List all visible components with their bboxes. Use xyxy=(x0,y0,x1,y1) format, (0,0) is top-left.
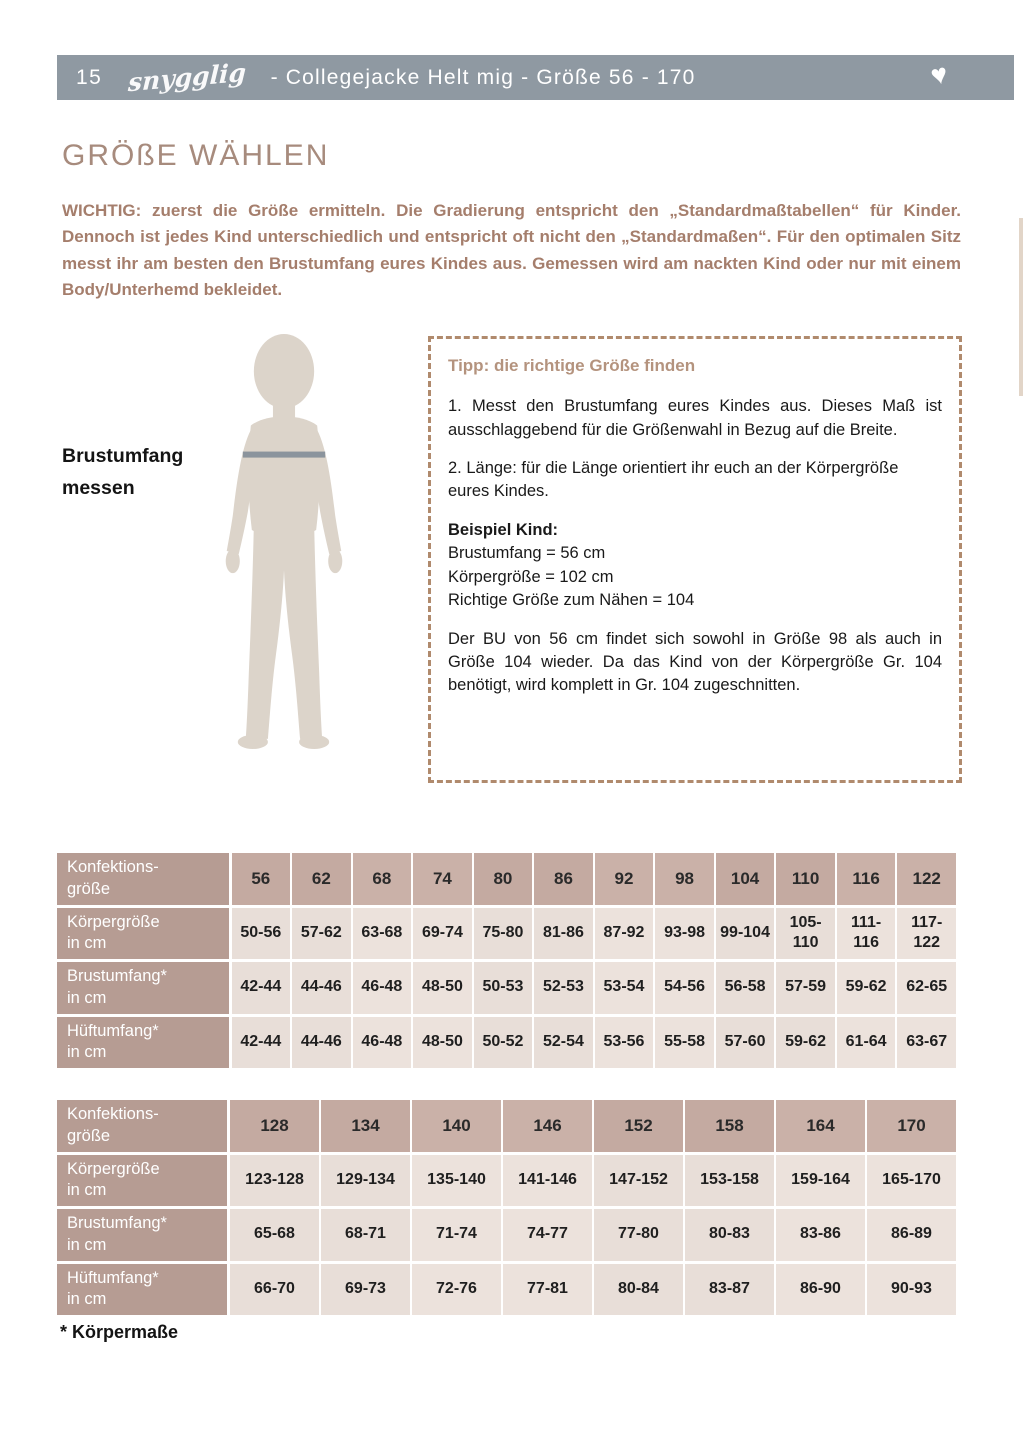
value-cell: 42-44 xyxy=(232,962,293,1017)
size-header-cell: 110 xyxy=(776,853,837,908)
size-header-cell: 170 xyxy=(867,1100,958,1155)
table-row xyxy=(57,1017,958,1072)
value-cell: 72-76 xyxy=(412,1264,503,1319)
size-header-cell: 74 xyxy=(413,853,474,908)
size-header-cell: 164 xyxy=(776,1100,867,1155)
example-naehgroesse: Richtige Größe zum Nähen = 104 xyxy=(448,591,695,610)
value-cell: 46-48 xyxy=(353,962,414,1017)
value-cell: 62-65 xyxy=(897,962,958,1017)
value-cell: 93-98 xyxy=(655,908,716,963)
value-cell: 99-104 xyxy=(716,908,777,963)
value-cell: 77-81 xyxy=(503,1264,594,1319)
value-cell: 83-87 xyxy=(685,1264,776,1319)
value-cell: 57-59 xyxy=(776,962,837,1017)
value-cell: 71-74 xyxy=(412,1209,503,1264)
value-cell: 65-68 xyxy=(230,1209,321,1264)
value-cell: 153-158 xyxy=(685,1155,776,1210)
value-cell: 56-58 xyxy=(716,962,777,1017)
tip-box-title: Tipp: die richtige Größe finden xyxy=(448,356,696,375)
size-header-cell: 140 xyxy=(412,1100,503,1155)
value-cell: 63-67 xyxy=(897,1017,958,1072)
value-cell: 77-80 xyxy=(594,1209,685,1264)
value-cell: 129-134 xyxy=(321,1155,412,1210)
size-header-cell: 116 xyxy=(837,853,898,908)
size-header-cell: 62 xyxy=(292,853,353,908)
value-cell: 48-50 xyxy=(413,962,474,1017)
value-cell: 123-128 xyxy=(230,1155,321,1210)
value-cell: 80-83 xyxy=(685,1209,776,1264)
value-cell: 42-44 xyxy=(232,1017,293,1072)
value-cell: 81-86 xyxy=(534,908,595,963)
value-cell: 80-84 xyxy=(594,1264,685,1319)
tip-step-2: 2. Länge: für die Länge orientiert ihr euch an der Körpergröße eures Kindes. xyxy=(448,458,899,501)
value-cell: 147-152 xyxy=(594,1155,685,1210)
row-label: Konfektions- größe xyxy=(57,1100,230,1155)
value-cell: 75-80 xyxy=(474,908,535,963)
row-label: Konfektions- größe xyxy=(57,853,232,908)
page-number: 15 xyxy=(76,65,103,89)
value-cell: 159-164 xyxy=(776,1155,867,1210)
value-cell: 87-92 xyxy=(595,908,656,963)
page-header-bar xyxy=(57,55,1014,100)
value-cell: 44-46 xyxy=(292,962,353,1017)
value-cell: 74-77 xyxy=(503,1209,594,1264)
value-cell: 57-60 xyxy=(716,1017,777,1072)
child-silhouette-figure xyxy=(208,331,360,753)
value-cell: 50-52 xyxy=(474,1017,535,1072)
footnote: * Körpermaße xyxy=(60,1322,179,1342)
size-header-cell: 158 xyxy=(685,1100,776,1155)
value-cell: 86-90 xyxy=(776,1264,867,1319)
size-header-cell: 98 xyxy=(655,853,716,908)
row-label: Hüftumfang* in cm xyxy=(57,1017,232,1072)
value-cell: 55-58 xyxy=(655,1017,716,1072)
value-cell: 44-46 xyxy=(292,1017,353,1072)
value-cell: 66-70 xyxy=(230,1264,321,1319)
value-cell: 68-71 xyxy=(321,1209,412,1264)
value-cell: 57-62 xyxy=(292,908,353,963)
value-cell: 53-54 xyxy=(595,962,656,1017)
example-koerpergroesse: Körpergröße = 102 cm xyxy=(448,567,614,586)
tip-step-1: 1. Messt den Brustumfang eures Kindes aus. Dieses Maß ist ausschlaggebend für die Größenwahl in Bezug auf die Breite. xyxy=(448,397,942,439)
size-header-cell: 128 xyxy=(230,1100,321,1155)
important-note: WICHTIG: zuerst die Größe ermitteln. Die Gradierung entspricht den „Standardmaßtabellen“ für Kinder. Dennoch ist jedes Kind unterschiedlich und entspricht oft nicht den „Standardmaßen“. Für den optimalen Sitz messt ihr am besten den Brustumfang eures Kindes aus. Gemessen wird am nackten Kind oder nur mit einem Body/Unterhemd bekleidet. xyxy=(62,201,961,300)
table-row xyxy=(57,1264,958,1319)
value-cell: 48-50 xyxy=(413,1017,474,1072)
row-label: Brustumfang* in cm xyxy=(57,962,232,1017)
heart-icon: ♥ xyxy=(928,57,951,92)
value-cell: 117-122 xyxy=(897,908,958,963)
value-cell: 52-53 xyxy=(534,962,595,1017)
row-label: Körpergröße in cm xyxy=(57,1155,230,1210)
brand-logo: snygglig xyxy=(127,57,248,98)
value-cell: 61-64 xyxy=(837,1017,898,1072)
example-brustumfang: Brustumfang = 56 cm xyxy=(448,544,606,563)
value-cell: 54-56 xyxy=(655,962,716,1017)
size-header-cell: 56 xyxy=(232,853,293,908)
value-cell: 90-93 xyxy=(867,1264,958,1319)
row-label: Hüftumfang* in cm xyxy=(57,1264,230,1319)
pattern-title: - Collegejacke Helt mig - Größe 56 - 170 xyxy=(270,65,696,89)
figure-caption-line1: Brustumfang xyxy=(62,445,184,467)
value-cell: 50-53 xyxy=(474,962,535,1017)
page-edge-artifact xyxy=(1019,218,1023,396)
table-row xyxy=(57,1100,958,1155)
size-header-cell: 146 xyxy=(503,1100,594,1155)
tip-example xyxy=(448,519,942,613)
value-cell: 135-140 xyxy=(412,1155,503,1210)
table-row xyxy=(57,1155,958,1210)
value-cell: 63-68 xyxy=(353,908,414,963)
value-cell: 83-86 xyxy=(776,1209,867,1264)
size-header-cell: 134 xyxy=(321,1100,412,1155)
size-table-128-170 xyxy=(57,1100,958,1318)
section-title: GRÖßE WÄHLEN xyxy=(62,139,330,172)
table-row xyxy=(57,1209,958,1264)
value-cell: 105-110 xyxy=(776,908,837,963)
example-title: Beispiel Kind: xyxy=(448,520,559,539)
value-cell: 50-56 xyxy=(232,908,293,963)
table-row xyxy=(57,853,958,908)
chest-measure-bar xyxy=(243,452,325,458)
value-cell: 86-89 xyxy=(867,1209,958,1264)
value-cell: 59-62 xyxy=(837,962,898,1017)
value-cell: 69-74 xyxy=(413,908,474,963)
size-header-cell: 86 xyxy=(534,853,595,908)
tip-conclusion: Der BU von 56 cm findet sich sowohl in Größe 98 als auch in Größe 104 wieder. Da das Kind von der Körpergröße Gr. 104 benötigt, wird komplett in Gr. 104 zugeschnitten. xyxy=(448,629,942,695)
value-cell: 69-73 xyxy=(321,1264,412,1319)
value-cell: 59-62 xyxy=(776,1017,837,1072)
value-cell: 46-48 xyxy=(353,1017,414,1072)
size-header-cell: 92 xyxy=(595,853,656,908)
table-row xyxy=(57,908,958,963)
size-header-cell: 104 xyxy=(716,853,777,908)
value-cell: 111-116 xyxy=(837,908,898,963)
figure-caption xyxy=(62,440,183,504)
figure-caption-line2: messen xyxy=(62,477,135,500)
size-table-56-122 xyxy=(57,853,958,1071)
size-header-cell: 152 xyxy=(594,1100,685,1155)
value-cell: 165-170 xyxy=(867,1155,958,1210)
value-cell: 52-54 xyxy=(534,1017,595,1072)
size-header-cell: 80 xyxy=(474,853,535,908)
tip-box xyxy=(428,336,962,783)
child-silhouette xyxy=(208,331,360,753)
row-label: Brustumfang* in cm xyxy=(57,1209,230,1264)
value-cell: 141-146 xyxy=(503,1155,594,1210)
value-cell: 53-56 xyxy=(595,1017,656,1072)
size-header-cell: 122 xyxy=(897,853,958,908)
row-label: Körpergröße in cm xyxy=(57,908,232,963)
table-row xyxy=(57,962,958,1017)
size-header-cell: 68 xyxy=(353,853,414,908)
